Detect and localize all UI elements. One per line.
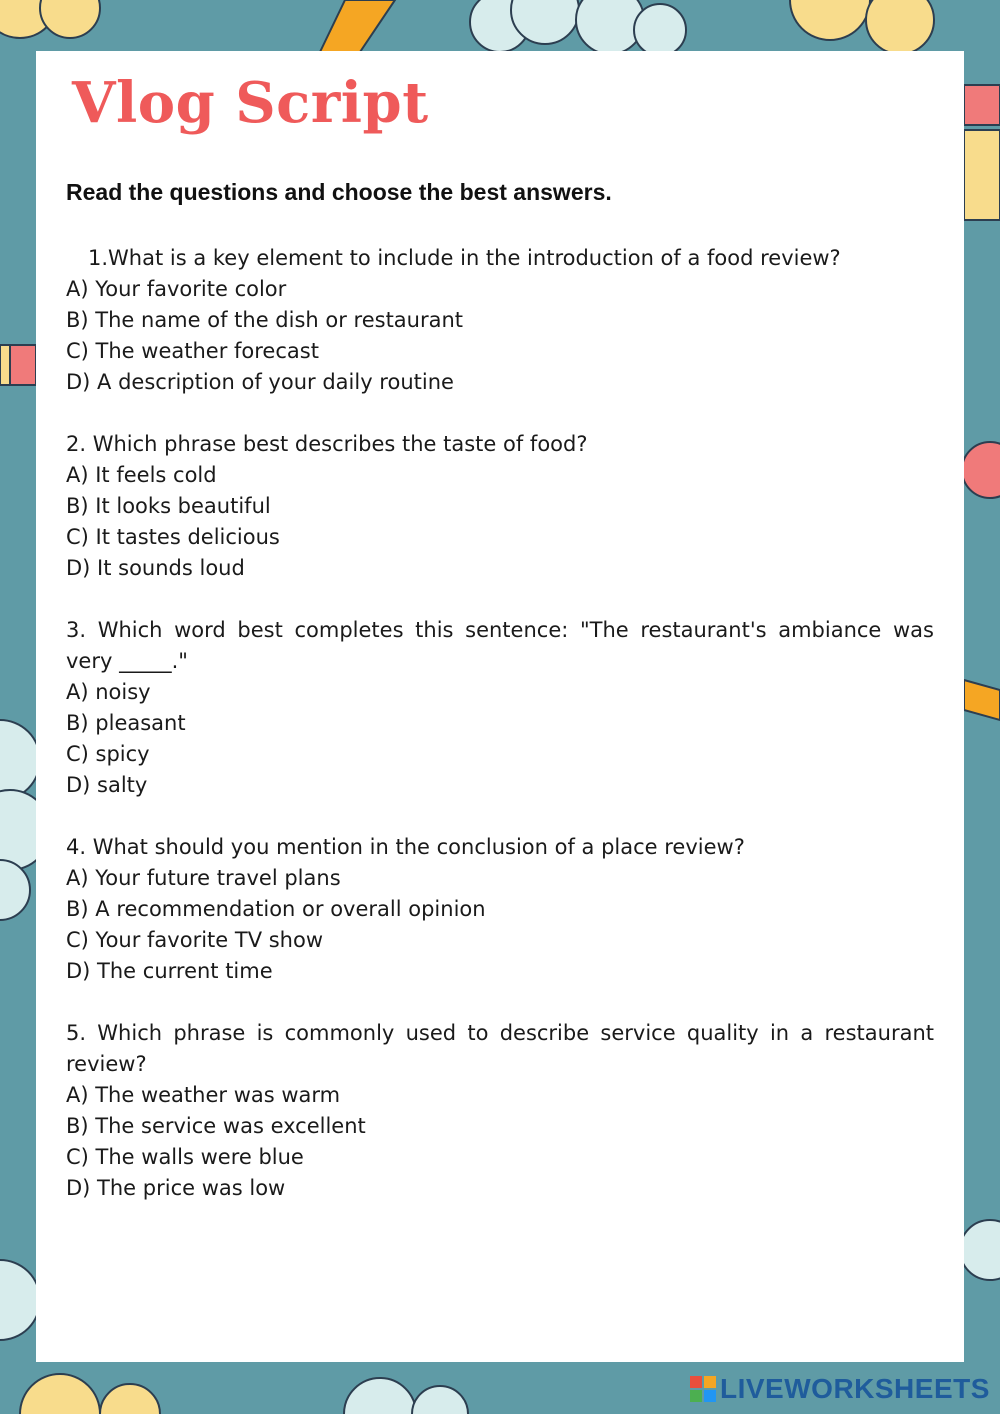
answer-option[interactable]: D) It sounds loud	[66, 556, 245, 580]
apple-right-icon	[962, 442, 1000, 498]
answer-option[interactable]: B) The name of the dish or restaurant	[66, 308, 464, 332]
answer-option[interactable]: B) pleasant	[66, 711, 186, 735]
answer-option[interactable]: A) Your favorite color	[66, 277, 287, 301]
cloud-top-right-icon	[470, 0, 686, 56]
answer-option[interactable]: A) The weather was warm	[66, 1083, 341, 1107]
question-text: 4. What should you mention in the conclusion of a place review?	[66, 835, 745, 859]
answer-option[interactable]: D) The price was low	[66, 1176, 286, 1200]
question-text: 2. Which phrase best describes the taste of food?	[66, 432, 588, 456]
cloud-left-bottom-icon	[0, 1260, 40, 1340]
question-text: 5. Which phrase is commonly used to describe service quality in a restaurant review?	[66, 1021, 934, 1076]
cloud-top-left-icon	[0, 0, 100, 38]
question-list	[66, 243, 934, 1235]
answer-option[interactable]: A) Your future travel plans	[66, 866, 341, 890]
liveworksheets-watermark	[690, 1372, 990, 1406]
question-2	[66, 429, 934, 584]
instruction-text: Read the questions and choose the best answers.	[66, 179, 612, 205]
cloud-bottom-mid-icon	[344, 1378, 468, 1414]
liveworksheets-logo-icon	[690, 1376, 716, 1402]
pencil-top-icon	[320, 0, 395, 52]
worksheet-page	[36, 51, 964, 1362]
answer-option[interactable]: C) The walls were blue	[66, 1145, 304, 1169]
answer-option[interactable]: B) It looks beautiful	[66, 494, 271, 518]
answer-option[interactable]: B) The service was excellent	[66, 1114, 366, 1138]
answer-option[interactable]: D) A description of your daily routine	[66, 370, 454, 394]
answer-option[interactable]: C) It tastes delicious	[66, 525, 280, 549]
answer-option[interactable]: A) noisy	[66, 680, 151, 704]
pencil-left-icon	[0, 345, 36, 385]
cloud-right-icon	[960, 1220, 1000, 1280]
question-text: 3. Which word best completes this sentence: "The restaurant's ambiance was very _____."	[66, 618, 934, 673]
answer-option[interactable]: B) A recommendation or overall opinion	[66, 897, 486, 921]
question-1	[66, 243, 934, 398]
answer-option[interactable]: C) spicy	[66, 742, 150, 766]
answer-option[interactable]: C) Your favorite TV show	[66, 928, 324, 952]
toy-right-icon	[964, 85, 1000, 220]
question-5	[66, 1018, 934, 1204]
cloud-bottom-icon	[20, 1374, 160, 1414]
pencil-right-icon	[964, 680, 1000, 720]
answer-option[interactable]: A) It feels cold	[66, 463, 217, 487]
answer-option[interactable]: C) The weather forecast	[66, 339, 319, 363]
question-4	[66, 832, 934, 987]
question-text: 1.What is a key element to include in the introduction of a food review?	[88, 246, 841, 270]
question-3	[66, 615, 934, 801]
answer-option[interactable]: D) salty	[66, 773, 148, 797]
answer-option[interactable]: D) The current time	[66, 959, 273, 983]
cloud-top-corner-icon	[790, 0, 934, 54]
watermark-text: LIVEWORKSHEETS	[720, 1373, 990, 1404]
page-title: Vlog Script	[72, 70, 429, 136]
